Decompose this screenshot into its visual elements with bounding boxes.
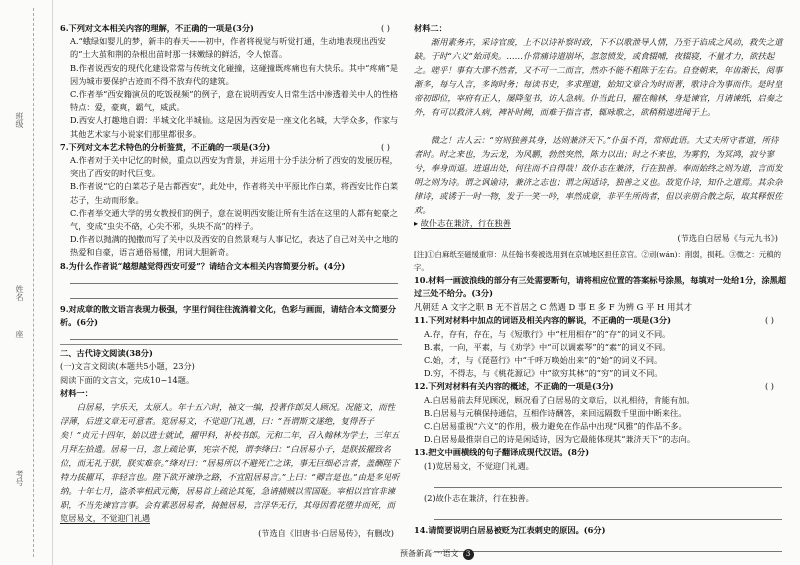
q10-sentence[interactable]: 凡朝廷 A 文字之职 B 无不首居之 C 然遇 D 事 E 多 F 为辨 G 平 H 用其才 <box>414 302 693 313</box>
seal-line <box>33 8 34 557</box>
q13-sentence-1: (1)览居易文，不觉迎门礼遇。 <box>424 460 534 471</box>
q6-option-d: D.西安人打趣地自谓：半城文化半城仙。这是因为西安是一座文化名城，大学众多，作家与其他艺术家与小说家们那里都很多。 <box>70 115 399 139</box>
underlined-sentence: 览居易文，不觉迎门礼遇 <box>60 513 151 524</box>
q7-option-b: B.作者说“它的白菜芯子是古都西安”，此处中，作者将关中平原比作白菜，将西安比作白菜芯子，生动而形象。 <box>70 181 399 205</box>
section-2-intro: 阅读下面的文言文，完成10~14题。 <box>60 374 195 385</box>
question-12: ( ) 12.下列对材料有关内容的概述，不正确的一项是(3分) <box>414 381 774 392</box>
material-2-label: 材料二： <box>414 23 447 33</box>
question-11: ( ) 11.下列对材料中加点的词语及相关内容的解说，不正确的一项是(3分) <box>414 315 774 326</box>
material-1-passage: 白居易，字乐天，太原人。年十五六时，袖文一编，投著作郎吴人顾况。况能文，而性浮薄，后进文章无可意者。览居易文，不觉迎门礼遇，曰：“吾谓斯文遂绝，复得吾子矣！”贞元十四年，始以进士就试，擢甲科，补校书郎。元和二年，召入翰林为学士，三年五月拜左拾遗。居易一日，忽上疏论事，宪宗不悦，谓李绛曰：“白居易小子，是朕拔擢致名位，而无礼于朕，朕实难奈。”绛对曰：“居易所以不避死亡之诛，事无巨细必言者，盖酬陛下特力拔擢耳，非轻言也。陛下欲开谏诤之路，不宜阻居易言。”上曰：“卿言是也。”由是多见听纳。十年七月，盗杀宰相武元衡，居易首上疏论其冤，急请捕贼以雪国耻。宰相以宫官非谏职，不当先谏官言事。会有素恶居易者，掎摭居易，言浮华无行，其母因看花堕井而死，而 <box>60 402 400 511</box>
q12-option-b: B.白居易与元稹保持通信，互相作诗酬答，来回远隔数千里面中断来往。 <box>424 407 687 418</box>
q6-option-a: A.“蛾绿如婴儿的梦，新丰的春天——初中，作者将视觉与听觉打通，生动地表现出西安的“土大茧和荆的杂根出苗时那一抹嫩绿的鲜活，令人惊喜。 <box>70 36 386 60</box>
right-column <box>414 22 786 556</box>
q8-answer-line[interactable] <box>70 273 398 284</box>
q11-option-d: D.穷，不得志，与《桃花源记》中“欲穷其林”的“穷”的词义不同。 <box>424 368 663 379</box>
q7-option-a: A.作者对于关中记忆的时候，重点以西安为背景，并运用十分手法分析了西安的发展历程，突出了西安的时代巨变。 <box>70 155 398 179</box>
q6-option-b: B.作者说西安的现代化建设常常与传统文化碰撞，这碰撞既疼痛也有大快乐。其中“疼痛”是因为城市要保护古迹而不得不放弃代的建筑。 <box>70 62 399 86</box>
question-13: 13.把文中画横线的句子翻译成现代汉语。(8分) <box>414 447 590 458</box>
question-8: 8.为什么作者说“越想越觉得西安可爱”？请结合文本相关内容简要分析。(4分) <box>60 260 346 271</box>
q11-option-a: A.存，存有，存在，与《短歌行》中“枉用相存”的“存”的词义不同。 <box>424 328 671 339</box>
boxed-sentence: ▸ 故仆志在兼济，行在独善 <box>414 218 511 229</box>
page-footer <box>400 548 474 560</box>
section-2-heading: 二、古代诗文阅读(38分) <box>60 348 153 359</box>
annotation-note: [注]①白麻纸至磁缓重帘：从任翰书奏被选用到在京城地区担任京官。②刓(wán)：削弱，损耗。③微之：元稹的字。 <box>414 249 781 272</box>
question-6: ( ) 6.下列对文本相关内容的理解，不正确的一项是(3分) <box>60 23 390 33</box>
material-2-source: (节选自白居易《与元九书》) <box>677 233 778 244</box>
material-2-passage-2: 微之！古人云：“穷则独善其身，达则兼济天下。”仆虽不肖，常师此语。大丈夫所守者道，所待者时。时之来也，为云龙，为风鹏，勃然突然，陈力以出；时之不来也，为雾豹，为冥鸿，寂兮寥兮，奉身而退。进退出处，何往而不自得哉！故仆志在兼济，行在独善。奉而始终之则为道，言而发明之则为诗。谓之讽谕诗，兼济之志也；谓之闲适诗，独善之义也。故览仆诗，知仆之道焉。其余杂律诗，或诱于一时一物，发于一笑一吟，率然成章，非平生所尚者，但以亲朋合散之际，取其释恨佐欢。 <box>414 135 783 216</box>
q12-option-a: A.白居易前去拜见顾况，顾况看了白居易的文章后，以礼相待，肯能有加。 <box>424 394 695 405</box>
q13-sentence-2: (2)故仆志在兼济，行在独善。 <box>424 492 534 503</box>
q13-answer-line-2[interactable] <box>434 507 782 520</box>
material-1-label: 材料一： <box>60 387 93 398</box>
q12-option-d: D.白居易最推崇自己的诗是闲适诗，因为它最能体现其“兼济天下”的志向。 <box>424 434 696 445</box>
question-14: 14.请简要说明白居易被贬为江表刺史的原因。(6分) <box>414 525 606 536</box>
q12-option-c: C.白居易重视“六义”的作用，极力避免在作品中出现“风雅”的作品不多。 <box>424 421 687 432</box>
margin-label-class: 班级 <box>15 112 24 128</box>
footer-text: 预备新高一·语文 <box>400 549 459 558</box>
q11-option-c: C.始，才，与《琵琶行》中“千呼万唤始出来”的“始”的词义不同。 <box>424 355 663 366</box>
q14-answer-line[interactable] <box>434 539 782 552</box>
margin-label-name: 姓名 <box>15 285 24 301</box>
q7-option-d: D.作者以抛满的抛撒而写了关中以及西安的自然景观与人事记忆，表达了自己对关中之地的热爱和自豪，语言通俗易懂，用词大胆新奇。 <box>70 234 399 258</box>
left-column <box>60 22 402 542</box>
margin-label-seat: 座 <box>15 330 24 338</box>
material-1-source: (节选自《旧唐书·白居易传》，有删改) <box>258 528 394 539</box>
q7-option-c: C.作者举交通大学的男女教授们的例子，意在说明西安能让所有生活在这里的人都有蛇豪之气，变成“虫尖不硌，心尖不邪，头块不高”的样子。 <box>70 207 398 232</box>
q6-option-c: C.作者举“西安籍演员的吃饭视频”的例子，意在说明西安人日常生活中渗透着关中人的性格特点：爱，豪爽，霸气，威武。 <box>70 89 399 113</box>
q13-answer-line-1[interactable] <box>434 475 782 488</box>
binding-margin <box>0 0 53 565</box>
q8-answer-line[interactable] <box>70 288 398 299</box>
material-2-passage-1: 渐用素务卉，采诗官废，上不以诗补察时政，下不以歌泄导人情，乃至于谄成之风动，救失之道缺。于时“六义”始刓矣。……仆常痛诗道崩坏，忽忽愤发，或食辍哺，夜辍寝，不量才力，欲扶起之。嗟乎！事有大谬不然者，又不可一二而言，然亦不能不粗陈于左右。自登朝来，年齿渐长，阅事渐多，每与人言，多询时务；每读书史，多求理道，始知文章合为时而著，歌诗合为事而作。是时皇帝初即位，宰府有正人，屡降玺书，访人急病。仆当此日，擢在翰林，身是谏官，月请谏纸，启奏之外，有可以救济人病，裨补时阙，而难于指言者，辄咏歌之，欲稍稍递进闻于上。 <box>414 37 783 118</box>
section-divider <box>60 344 402 345</box>
margin-label-id: 考号 <box>15 470 24 486</box>
section-2-sub: (一)文言文阅读(本题共5小题，23分) <box>60 361 195 372</box>
q11-option-b: B.素，一向，平素，与《劝学》中“可以调素琴”的“素”的词义不同。 <box>424 341 671 352</box>
question-10: 10.材料一画波浪线的部分有三处需要断句，请将相应位置的答案标号涂黑，每填对一处给1分，涂黑超过三处不给分。(3分) <box>414 275 787 299</box>
q9-answer-line[interactable] <box>70 329 398 340</box>
page-number-badge: 3 <box>463 549 474 560</box>
question-7: ( ) 7.下列对文本艺术特色的分析鉴赏，不正确的一项是(3分) <box>60 141 390 152</box>
question-9: 9.对成章的散文语言表现力极强，字里行间往往流淌着文化，色彩与画面，请结合本文简要分析。(6分) <box>60 303 397 328</box>
